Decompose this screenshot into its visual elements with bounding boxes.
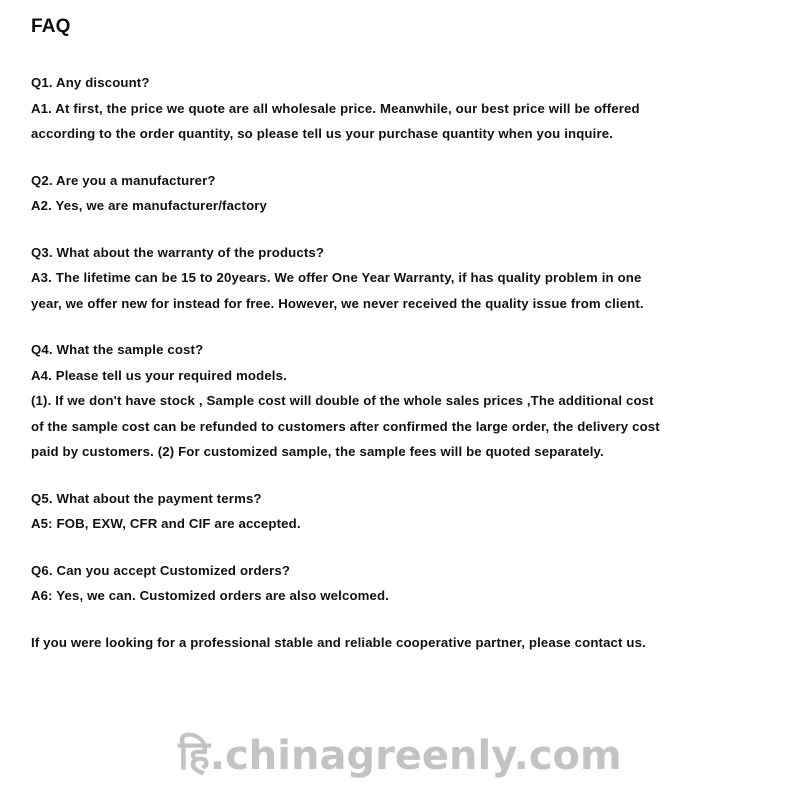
answer-line: A4. Please tell us your required models.	[31, 367, 287, 383]
question-text: Q6. Can you accept Customized orders?	[31, 562, 291, 578]
question-text: Q3. What about the warranty of the products?	[31, 244, 325, 260]
answer-line: year, we offer new for instead for free. However, we never received the quality issue from client.	[31, 295, 644, 311]
answer-line: of the sample cost can be refunded to customers after confirmed the large order, the delivery cost	[31, 418, 660, 434]
question-text: Q1. Any discount?	[31, 75, 150, 90]
question-text: Q5. What about the payment terms?	[31, 490, 262, 506]
answer-line: paid by customers. (2) For customized sample, the sample fees will be quoted separately.	[31, 444, 604, 459]
faq-content	[31, 70, 789, 655]
answer-line: A6: Yes, we can. Customized orders are also welcomed.	[31, 588, 390, 603]
question-text: Q2. Are you a manufacturer?	[31, 172, 216, 188]
qa-block-2	[31, 168, 789, 219]
answer-line: A3. The lifetime can be 15 to 20years. We offer One Year Warranty, if has quality problem in one	[31, 270, 642, 285]
page-title: FAQ	[31, 16, 71, 37]
qa-block-1	[31, 70, 789, 147]
qa-block-3	[31, 240, 789, 317]
question-text: Q4. What the sample cost?	[31, 342, 204, 357]
qa-block-6	[31, 558, 789, 609]
qa-block-4	[31, 337, 789, 465]
qa-block-5	[31, 486, 789, 537]
answer-line: A2. Yes, we are manufacturer/factory	[31, 198, 268, 213]
closing-text: If you were looking for a professional stable and reliable cooperative partner, please contact us.	[31, 634, 646, 650]
answer-line: according to the order quantity, so please tell us your purchase quantity when you inquire.	[31, 126, 614, 141]
answer-line: A5: FOB, EXW, CFR and CIF are accepted.	[31, 516, 301, 531]
answer-line: A1. At first, the price we quote are all wholesale price. Meanwhile, our best price will be offered	[31, 100, 640, 116]
answer-line: (1). If we don't have stock , Sample cost will double of the whole sales prices ,The additional cost	[31, 393, 654, 408]
watermark-text: हि.chinagreenly.com	[178, 733, 622, 779]
